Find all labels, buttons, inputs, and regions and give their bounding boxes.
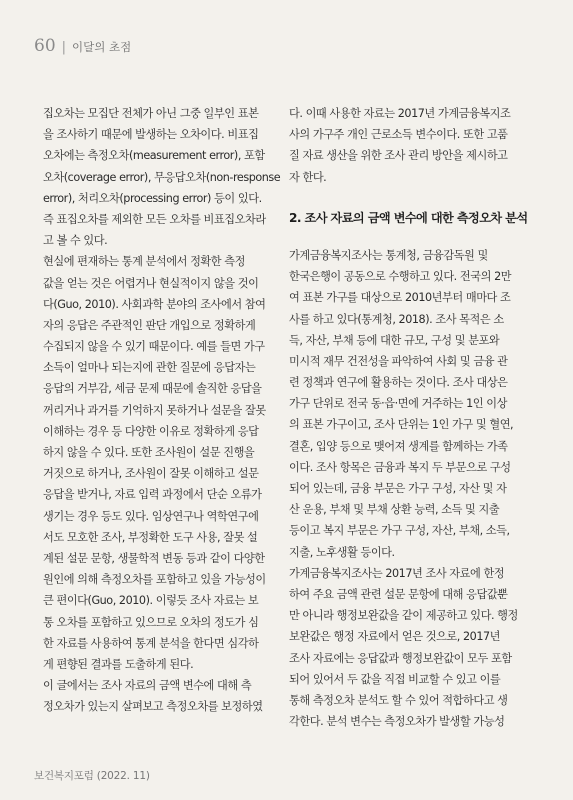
text-line: 응답을 받거나, 자료 입력 과정에서 단순 오류가 xyxy=(43,488,262,502)
text-line: 생기는 경우 등도 있다. 임상연구나 역학연구에 xyxy=(43,509,259,523)
right-column xyxy=(289,103,527,732)
text-line: 값을 얻는 것은 어렵거나 현실적이지 않을 것이 xyxy=(43,276,259,290)
header-separator: | xyxy=(61,40,67,55)
text-line: 계된 설문 문항, 생물학적 변동 등과 같이 다양한 xyxy=(43,551,265,565)
section-heading: 2. 조사 자료의 금액 변수에 대한 측정오차 분석 xyxy=(289,210,528,225)
text-line: 응답의 거부감, 세금 문제 때문에 솔직한 응답을 xyxy=(43,382,262,396)
text-line: 련 정책과 연구에 활용하는 것이다. 조사 대상은 xyxy=(289,376,508,390)
text-line: 집오차는 모집단 전체가 아닌 그중 일부인 표본 xyxy=(43,107,259,120)
text-line: 자 한다. xyxy=(289,170,327,184)
text-line: 한국은행이 공동으로 수행하고 있다. 전국의 2만 xyxy=(289,270,512,284)
text-line: 통해 측정오차 분석도 할 수 있어 적합하다고 생 xyxy=(289,693,508,707)
text-line: 즉 표집오차를 제외한 모든 오차를 비표집오차라 xyxy=(43,212,266,226)
text-line: 통 오차를 포함하고 있으므로 오차의 정도가 심 xyxy=(43,615,259,629)
text-line: 미시적 재무 건전성을 파악하여 사회 및 금융 관 xyxy=(289,354,508,368)
text-line: 여 표본 가구를 대상으로 2010년부터 매마다 조 xyxy=(289,291,511,305)
text-line: 이해하는 경우 등 다양한 이유로 정확하게 응답 xyxy=(43,424,259,438)
running-header xyxy=(34,36,131,56)
text-line: 득, 자산, 부채 등에 대한 규모, 구성 및 분포와 xyxy=(289,333,500,347)
text-line: 각한다. 분석 변수는 측정오차가 발생할 가능성 xyxy=(289,715,505,729)
text-line: 이다. 조사 항목은 금융과 복지 두 부문으로 구성 xyxy=(289,460,511,474)
text-line: 정오차가 있는지 살펴보고 측정오차를 보정하였 xyxy=(43,700,263,714)
text-line: 하지 않을 수 있다. 또한 조사원이 설문 진행을 xyxy=(43,446,255,459)
text-line: 이 글에서는 조사 자료의 금액 변수에 대해 측 xyxy=(43,679,252,693)
text-line: 등이고 복지 부문은 가구 구성, 자산, 부채, 소득, xyxy=(289,524,510,538)
text-line: 사의 가구주 개인 근로소득 변수이다. 또한 고품 xyxy=(289,128,508,142)
text-line: 게 편향된 결과를 도출하게 된다. xyxy=(43,657,194,671)
text-line: 한 자료를 사용하여 통계 분석을 한다면 심각하 xyxy=(43,636,259,650)
text-line: 사를 하고 있다(통계청, 2018). 조사 목적은 소 xyxy=(289,312,504,326)
text-line: 의 표본 가구이고, 조사 단위는 1인 가구 및 혈연, xyxy=(289,418,514,432)
text-line: 산 운용, 부채 및 부채 상환 능력, 소득 및 지출 xyxy=(289,503,500,517)
text-line: 되어 있어서 두 값을 직접 비교할 수 있고 이를 xyxy=(289,672,501,686)
footer-publication: 보건복지포럼 (2022. 11) xyxy=(34,770,150,782)
text-line: 가계금융복지조사는 통계청, 금융감독원 및 xyxy=(289,248,488,262)
text-line: 되어 있는데, 금융 부문은 가구 구성, 자산 및 자 xyxy=(289,482,507,496)
text-line: 고 볼 수 있다. xyxy=(43,234,108,248)
text-line: 가계금융복지조사는 2017년 조사 자료에 한정 xyxy=(289,566,505,580)
text-line: 자의 응답은 주관적인 판단 개입으로 정확하게 xyxy=(43,318,256,332)
text-line: 큰 편이다(Guo, 2010). 이렇듯 조사 자료는 보 xyxy=(43,594,259,608)
text-line: 거짓으로 하거나, 조사원이 잘못 이해하고 설문 xyxy=(43,467,259,481)
text-line: 다. 이때 사용한 자료는 2017년 가계금융복지조 xyxy=(289,107,511,120)
left-column xyxy=(43,103,281,717)
text-line: 조사 자료에는 응답값과 행정보완값이 모두 포함 xyxy=(289,651,512,665)
text-line: 결혼, 입양 등으로 맺어져 생계를 함께하는 가족 xyxy=(289,439,508,453)
text-line: 하여 주요 금액 관련 설문 문항에 대해 응답값뿐 xyxy=(289,587,508,601)
right-column-body xyxy=(289,245,527,732)
text-line: 다(Guo, 2010). 사회과학 분야의 조사에서 참여 xyxy=(43,297,266,311)
text-line: 수집되지 않을 수 있기 때문이다. 예를 들면 가구 xyxy=(43,340,265,354)
section-title: 이달의 초점 xyxy=(72,40,132,54)
text-line: 질 자료 생산을 위한 조사 관리 방안을 제시하고 xyxy=(289,149,508,163)
text-line: 오차에는 측정오차(measurement error), 포함 xyxy=(43,149,265,163)
text-line: 오차(coverage error), 무응답오차(non-response xyxy=(43,170,281,184)
right-column-intro xyxy=(289,103,527,188)
text-line: 만 아니라 행정보완값을 같이 제공하고 있다. 행정 xyxy=(289,609,518,623)
text-line: error), 처리오차(processing error) 등이 있다. xyxy=(43,191,262,205)
text-line: 을 조사하기 때문에 발생하는 오차이다. 비표집 xyxy=(43,128,259,142)
text-line: 소득이 얼마나 되는지에 관한 질문에 응답자는 xyxy=(43,361,256,375)
text-line: 서도 모호한 조사, 부정확한 도구 사용, 잘못 설 xyxy=(43,530,258,544)
text-line: 꺼리거나 과거를 기억하지 못하거나 설문을 잘못 xyxy=(43,403,266,417)
text-line: 원인에 의해 측정오차를 포함하고 있을 가능성이 xyxy=(43,573,266,587)
text-line: 현실에 편재하는 통계 분석에서 정확한 측정 xyxy=(43,255,245,269)
text-line: 보완값은 행정 자료에서 얻은 것으로, 2017년 xyxy=(289,630,501,644)
page-number: 60 xyxy=(34,36,56,56)
text-line: 지출, 노후생활 등이다. xyxy=(289,545,395,559)
text-line: 가구 단위로 전국 동·읍·면에 거주하는 1인 이상 xyxy=(289,397,507,411)
